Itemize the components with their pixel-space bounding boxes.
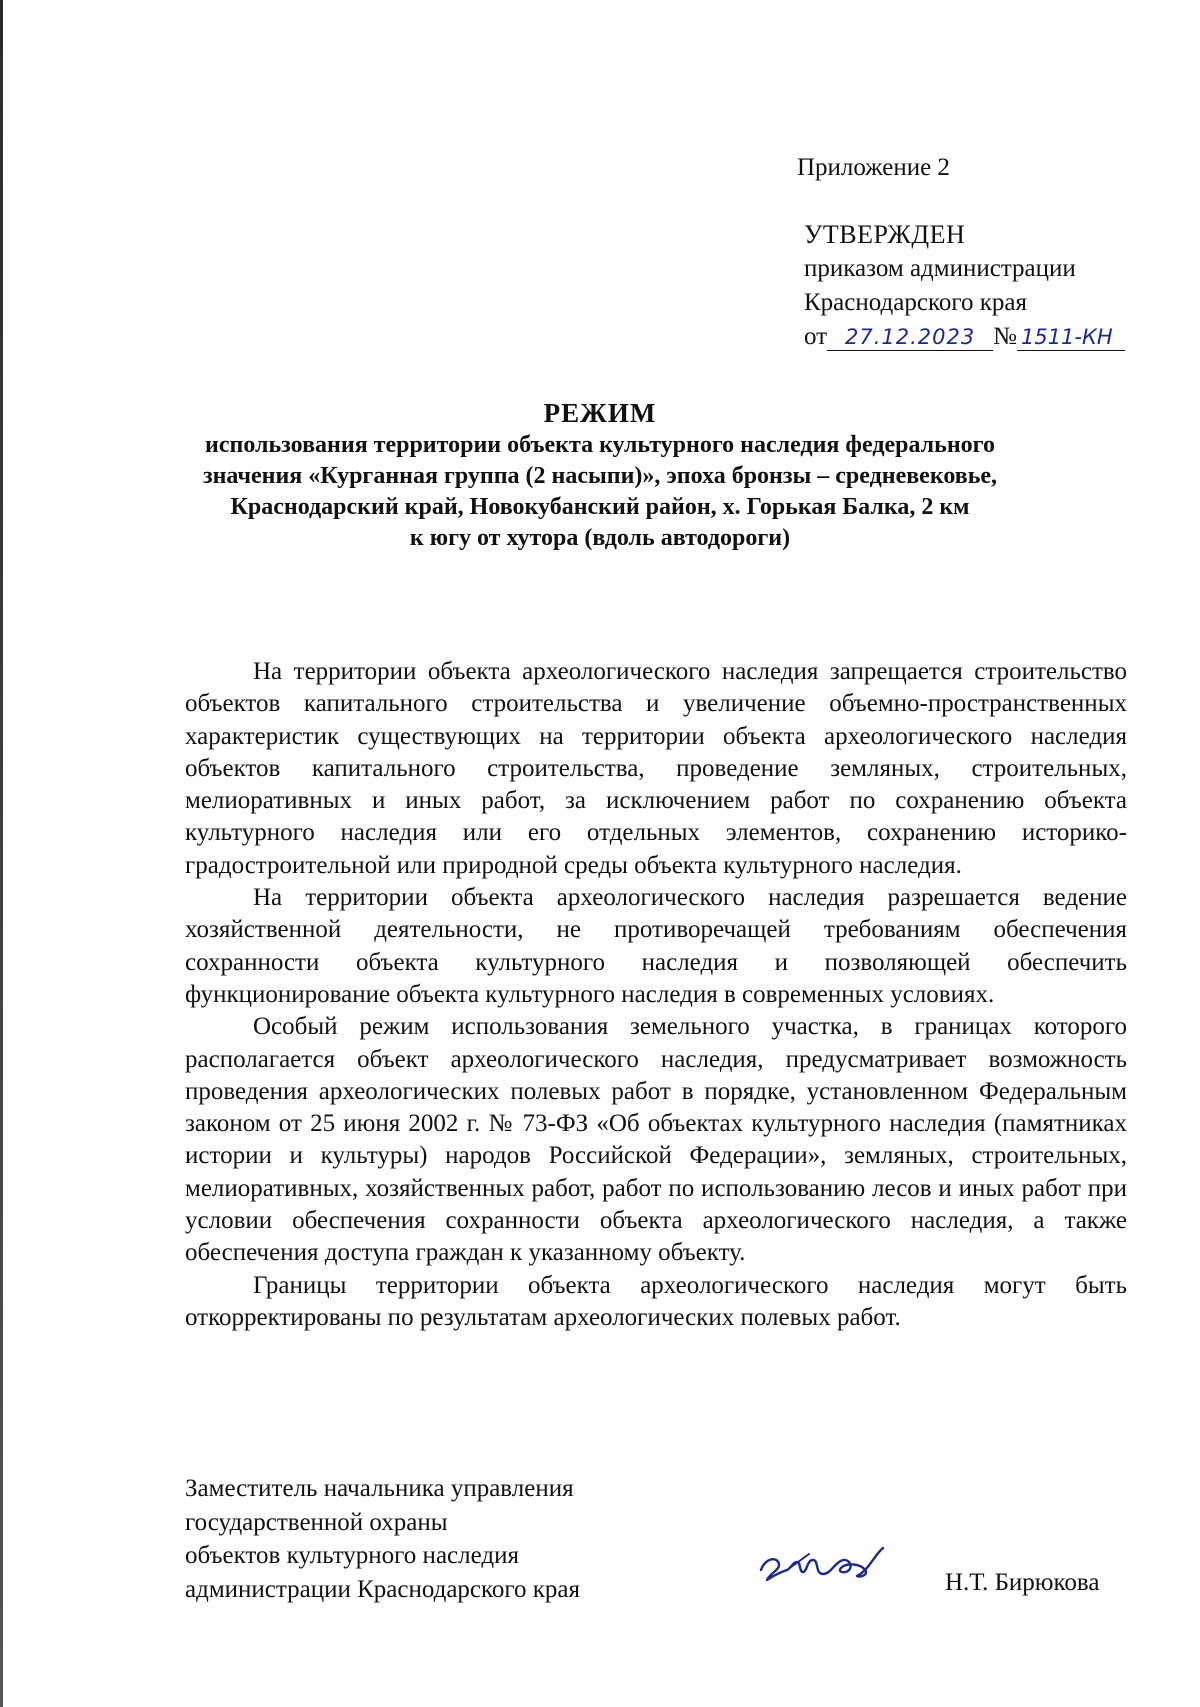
title-heading: РЕЖИМ xyxy=(543,398,657,428)
signatory-position xyxy=(185,1472,580,1606)
paragraph: На территории объекта археологического наследия разрешается ведение хозяйственной деятельности, не противоречащей требованиям обеспечения сохранности объекта культурного наследия и позволяющей обеспечить функционирование объекта культурного наследия в современных условиях. xyxy=(185,884,1127,1008)
title-line-2: значения «Курганная группа (2 насыпи)», эпоха бронзы – средневековье, xyxy=(202,463,998,489)
approval-date-line xyxy=(804,320,1125,354)
title-line-4: к югу от хутора (вдоль автодороги) xyxy=(409,525,791,551)
position-line-4: администрации Краснодарского края xyxy=(185,1575,581,1603)
approval-line-2: Краснодарского края xyxy=(804,289,1027,316)
number-label: № xyxy=(993,323,1017,350)
title-line-3: Краснодарский край, Новокубанский район, х. Горькая Балка, 2 км xyxy=(230,494,970,520)
handwritten-number: 1511-КН xyxy=(1017,324,1125,351)
paragraph: Границы территории объекта археологического наследия могут быть откорректированы по результатам археологических полевых работ. xyxy=(185,1271,1127,1331)
appendix-label: Приложение 2 xyxy=(797,154,950,181)
document-body xyxy=(185,656,1127,1334)
title-line-1: использования территории объекта культурного наследия федерального xyxy=(205,432,995,458)
position-line-3: объектов культурного наследия xyxy=(185,1542,519,1569)
handwritten-date: 27.12.2023 xyxy=(827,324,993,351)
scan-edge xyxy=(0,0,3,1707)
paragraph: Особый режим использования земельного участка, в границах которого располагается объект археологического наследия, предусматривает возможность проведения археологических полевых работ в порядке, установленном Федеральным законом от 25 июня 2002 г. № 73-ФЗ «Об объектах культурного наследия (памятниках истории и культуры) народов Российской Федерации», земляных, строительных, мелиоративных, хозяйственных работ, работ по использованию лесов и иных работ при условии обеспечения сохранности объекта археологического наследия, а также обеспечения доступа граждан к указанному объекту. xyxy=(185,1013,1127,1267)
approval-line-1: приказом администрации xyxy=(804,255,1076,282)
position-line-1: Заместитель начальника управления xyxy=(185,1475,574,1502)
document-title xyxy=(150,396,1050,554)
handwritten-signature xyxy=(757,1540,887,1588)
approved-label: УТВЕРЖДЕН xyxy=(804,220,966,249)
from-label: от xyxy=(804,323,828,350)
approval-block xyxy=(804,218,1125,354)
paragraph: На территории объекта археологического наследия запрещается строительство объектов капитального строительства и увеличение объемно-пространственных характеристик существующих на территории объекта археологического наследия объектов капитального строительства, проведение земляных, строительных, мелиоративных и иных работ, за исключением работ по сохранению объекта культурного наследия или его отдельных элементов, сохранению историко-градостроительной или природной среды объекта культурного наследия. xyxy=(185,658,1127,879)
position-line-2: государственной охраны xyxy=(185,1508,448,1536)
signatory-name: Н.Т. Бирюкова xyxy=(945,1569,1100,1596)
